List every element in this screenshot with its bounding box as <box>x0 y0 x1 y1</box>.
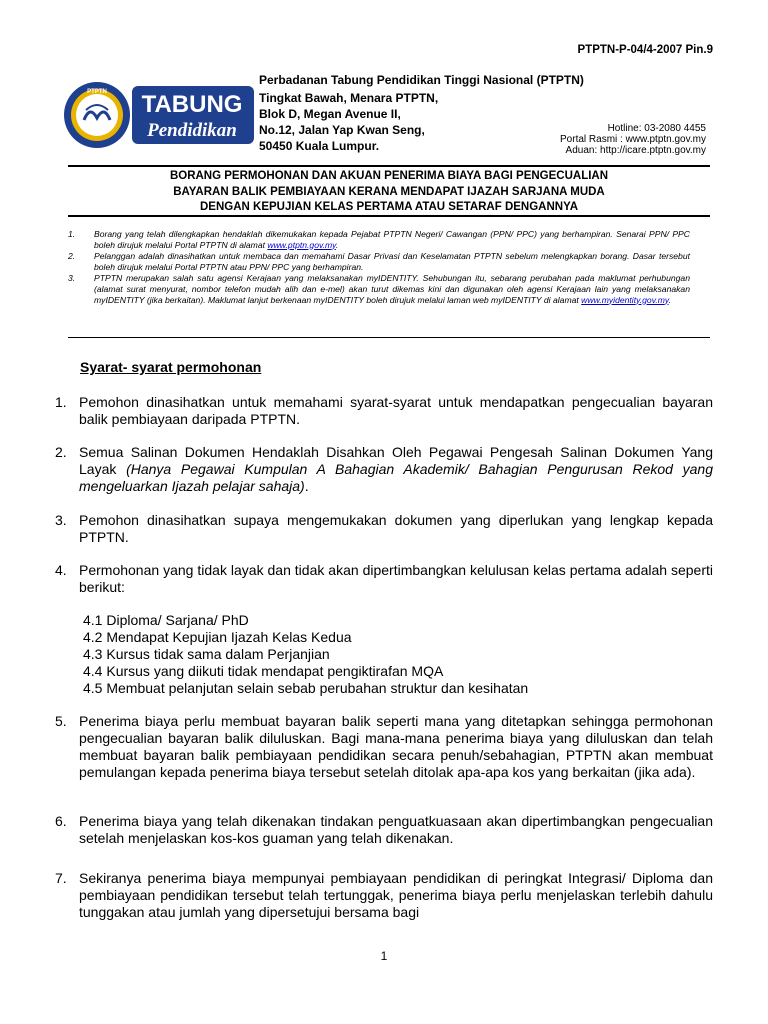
condition-item <box>55 444 713 495</box>
condition-text: Permohonan yang tidak layak dan tidak akan dipertimbangkan kelulusan kelas pertama adalah seperti berikut: <box>79 562 713 595</box>
note-number: 2. <box>68 251 76 262</box>
condition-number: 5. <box>55 713 67 729</box>
sub-item: 4.2 Mendapat Kepujian Ijazah Kelas Kedua <box>83 629 352 645</box>
condition-number: 4. <box>55 562 67 578</box>
condition-text: Pemohon dinasihatkan untuk memahami syarat-syarat untuk mendapatkan pengecualian bayaran balik pembiayaan daripada PTPTN. <box>79 394 713 427</box>
divider <box>68 165 710 167</box>
condition-note: (Hanya Pegawai Kumpulan A Bahagian Akademik/ Bahagian Pengurusan Rekod yang mengeluarkan Ijazah pelajar sahaja) <box>79 461 713 494</box>
note-body: Borang yang telah dilengkapkan hendaklah dikemukakan kepada Pejabat PTPTN Negeri/ Cawangan (PPN/ PPC) yang berhampiran. Senarai PPN/ PPC boleh dirujuk melalui Portal PTPTN di alamat <box>94 229 690 250</box>
section-title: Syarat- syarat permohonan <box>80 359 262 375</box>
condition-item <box>55 512 713 546</box>
logo-text-main: TABUNG <box>141 91 243 118</box>
sub-item: 4.1 Diploma/ Sarjana/ PhD <box>83 612 249 628</box>
note-punctuation: . <box>335 239 339 250</box>
condition-text: Penerima biaya perlu membuat bayaran balik seperti mana yang ditetapkan sehingga permohonan pengecualian bayaran balik diluluskan. Bagi mana-mana penerima biaya yang diluluskan dan telah membuat bayaran balik pembiayaan pendidikan secara penuh/sebahagian, PTPTN akan membuat pemulangan kepada penerima biaya tersebut setelah ditolak apa-apa kos yang berkaitan (jika ada). <box>79 713 713 780</box>
logo-ring-text: PTPTN <box>87 89 107 95</box>
sub-list <box>83 612 528 697</box>
condition-number: 2. <box>55 444 67 460</box>
sub-item: 4.3 Kursus tidak sama dalam Perjanjian <box>83 646 330 662</box>
condition-body: Semua Salinan Dokumen Hendaklah Disahkan Oleh Pegawai Pengesah Salinan Dokumen Yang Layak <box>79 444 713 477</box>
notes-list <box>68 229 690 306</box>
note-item <box>68 229 690 250</box>
condition-item <box>55 713 713 781</box>
condition-text: Penerima biaya yang telah dikenakan tindakan penguatkuasaan akan dipertimbangkan pengecualian setelah menjelaskan kos-kos guaman yang telah dikenakan. <box>79 813 713 846</box>
note-number: 3. <box>68 273 76 284</box>
organization-name: Perbadanan Tabung Pendidikan Tinggi Nasional (PTPTN) <box>259 73 584 87</box>
form-title-line: DENGAN KEPUJIAN KELAS PERTAMA ATAU SETARAF DENGANNYA <box>199 201 579 213</box>
condition-number: 3. <box>55 512 67 528</box>
note-item <box>68 251 690 272</box>
page-number: 1 <box>380 949 388 963</box>
sub-item: 4.5 Membuat pelanjutan selain sebab perubahan struktur dan kesihatan <box>83 680 529 696</box>
condition-item <box>55 813 713 847</box>
note-item <box>68 273 690 305</box>
condition-punctuation: . <box>304 478 309 494</box>
hotline: Hotline: 03-2080 4455 <box>607 123 706 134</box>
condition-number: 7. <box>55 870 67 886</box>
divider <box>68 337 710 338</box>
condition-number: 1. <box>55 394 67 410</box>
note-punctuation: . <box>668 294 671 305</box>
ptptn-logo <box>62 80 257 150</box>
complaint-link: Aduan: http://icare.ptptn.gov.my <box>565 145 706 156</box>
condition-text <box>79 444 713 495</box>
form-title-line: BORANG PERMOHONAN DAN AKUAN PENERIMA BIAYA BAGI PENGECUALIAN <box>169 170 609 182</box>
condition-item <box>55 394 713 428</box>
note-text <box>94 273 690 305</box>
note-text <box>94 229 690 250</box>
divider <box>68 215 710 217</box>
address-line: No.12, Jalan Yap Kwan Seng, <box>259 123 425 137</box>
portal-link: Portal Rasmi : www.ptptn.gov.my <box>560 134 706 145</box>
address-line: 50450 Kuala Lumpur. <box>259 139 380 153</box>
myidentity-link[interactable]: www.myidentity.gov.my <box>581 294 669 305</box>
note-body: PTPTN merupakan salah satu agensi Kerajaan yang melaksanakan myIDENTITY. Sehubungan itu, sebarang perubahan pada maklumat perhubungan (alamat surat menyurat, nombor telefon mudah alih dan e-mel) akan turut dikemas kini dan digunakan oleh agensi Kerajaan lain yang melaksanakan myIDENTITY (jika berkaitan). Maklumat lanjut berkenaan myIDENTITY boleh dirujuk melalui laman web myIDENTITY di alamat <box>94 273 690 305</box>
address-line: Blok D, Megan Avenue II, <box>259 107 401 121</box>
note-number: 1. <box>68 229 76 239</box>
form-title-line: BAYARAN BALIK PEMBIAYAAN KERANA MENDAPAT IJAZAH SARJANA MUDA <box>173 186 605 198</box>
logo-text-sub: Pendidikan <box>147 120 237 141</box>
condition-number: 6. <box>55 813 67 829</box>
sub-item: 4.4 Kursus yang diikuti tidak mendapat pengiktirafan MQA <box>83 663 444 679</box>
document-reference: PTPTN-P-04/4-2007 Pin.9 <box>577 44 713 56</box>
address-line: Tingkat Bawah, Menara PTPTN, <box>259 91 439 105</box>
condition-item <box>55 562 713 596</box>
condition-item <box>55 870 713 921</box>
ptptn-portal-link[interactable]: www.ptptn.gov.my <box>267 239 336 250</box>
condition-text: Sekiranya penerima biaya mempunyai pembiayaan pendidikan di peringkat Integrasi/ Diploma dan pembiayaan pendidikan tersebut telah tertunggak, penerima biaya perlu menjelaskan terlebih dahulu tunggakan atau jumlah yang dipersetujui bersama bagi <box>79 870 713 920</box>
note-text: Pelanggan adalah dinasihatkan untuk membaca dan memahami Dasar Privasi dan Keselamatan PTPTN sebelum melengkapkan borang. Dasar tersebut boleh dirujuk melalui Portal PTPTN atau PPN/ PPC yang berhampiran. <box>94 251 690 272</box>
condition-text: Pemohon dinasihatkan supaya mengemukakan dokumen yang diperlukan yang lengkap kepada PTPTN. <box>79 512 713 545</box>
